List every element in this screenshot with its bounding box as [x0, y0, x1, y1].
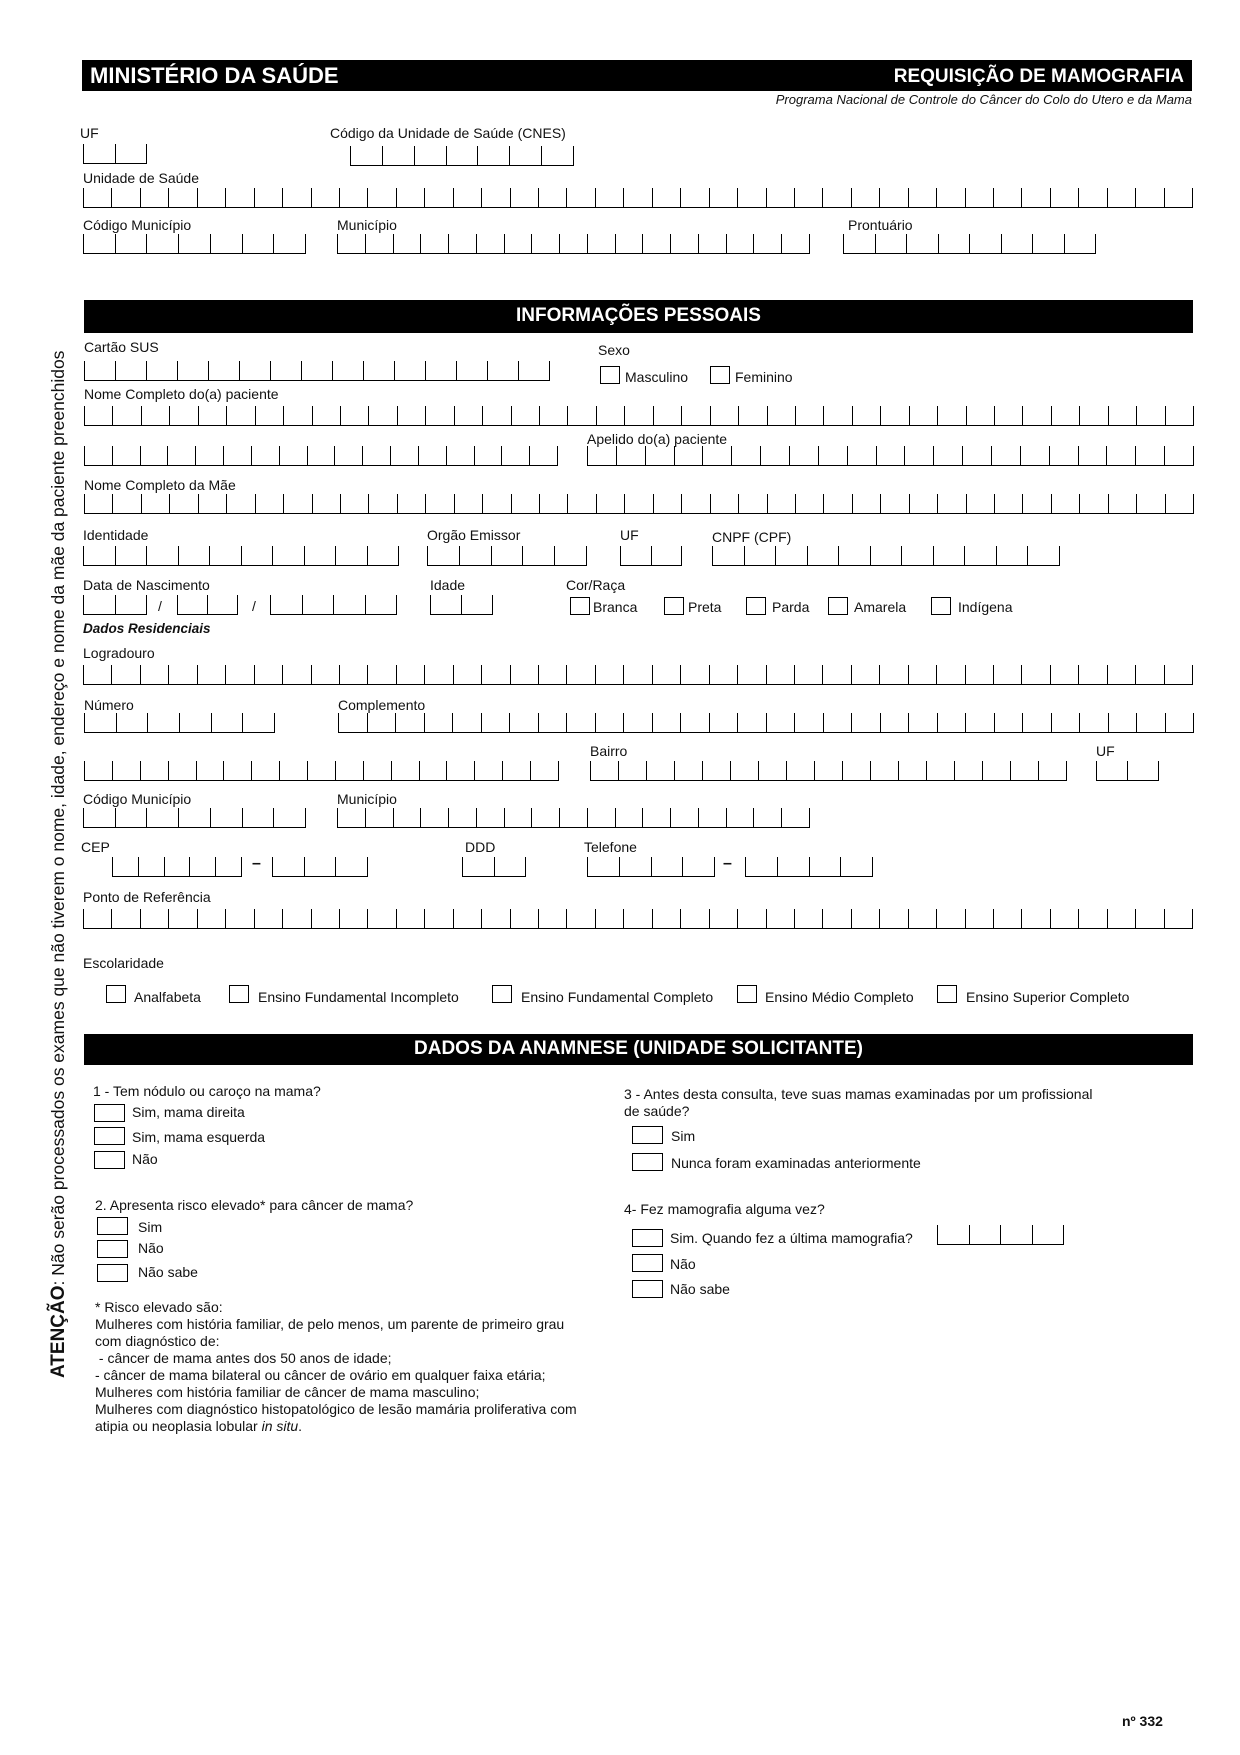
edu-superior-label: Ensino Superior Completo	[966, 989, 1130, 1005]
q1-label: 1 - Tem nódulo ou caroço na mama?	[93, 1083, 321, 1099]
cnes-label: Código da Unidade de Saúde (CNES)	[330, 125, 566, 141]
telefone-label: Telefone	[584, 839, 637, 855]
telefone-field-1[interactable]	[587, 857, 715, 877]
edu-fund-incompleto-checkbox[interactable]	[229, 985, 249, 1003]
race-amarela-label: Amarela	[854, 599, 907, 615]
sexo-label: Sexo	[598, 342, 630, 358]
uf-label: UF	[80, 125, 99, 141]
program-name: Programa Nacional de Controle do Câncer do Colo do Utero e da Mama	[775, 92, 1192, 107]
risk-note-line: com diagnóstico de:	[95, 1333, 220, 1349]
race-parda-checkbox[interactable]	[746, 597, 766, 615]
cartao-sus-label: Cartão SUS	[84, 339, 159, 355]
date-slash-2: /	[252, 598, 256, 614]
ponto-referencia-field[interactable]	[83, 909, 1193, 929]
apelido-label: Apelido do(a) paciente	[587, 431, 728, 447]
risk-note-line: Mulheres com história familiar de câncer de mama masculino;	[95, 1384, 480, 1400]
q2-nao-checkbox[interactable]	[97, 1240, 128, 1258]
cnes-field[interactable]	[350, 146, 574, 166]
race-indigena-label: Indígena	[958, 599, 1013, 615]
race-parda-label: Parda	[772, 599, 810, 615]
nome-completo-field-1[interactable]	[84, 406, 1194, 426]
personal-section-header	[84, 300, 1193, 333]
q4-nao-checkbox[interactable]	[632, 1254, 663, 1272]
q3-sim-label: Sim	[671, 1128, 696, 1144]
risk-note-line: - câncer de mama bilateral ou câncer de ovário em qualquer faixa etária;	[95, 1367, 546, 1383]
numero-label: Número	[84, 697, 134, 713]
edu-fund-completo-label: Ensino Fundamental Completo	[521, 989, 714, 1005]
ministry-title: MINISTÉRIO DA SAÚDE	[90, 63, 339, 88]
risk-note-line: - câncer de mama antes dos 50 anos de idade;	[95, 1350, 392, 1366]
residence-codigo-municipio-field[interactable]	[83, 808, 306, 828]
ddd-field[interactable]	[462, 857, 526, 877]
edu-fund-incompleto-label: Ensino Fundamental Incompleto	[258, 989, 459, 1005]
logradouro-field[interactable]	[83, 665, 1193, 685]
risk-note-in-situ: in situ	[261, 1418, 299, 1434]
q2-nao-sabe-checkbox[interactable]	[97, 1264, 128, 1282]
telefone-dash: –	[723, 855, 732, 872]
escolaridade-label: Escolaridade	[83, 955, 164, 971]
q3-nunca-label: Nunca foram examinadas anteriormente	[671, 1155, 921, 1171]
identidade-label: Identidade	[83, 527, 149, 543]
form-title: REQUISIÇÃO DE MAMOGRAFIA	[893, 66, 1184, 87]
municipio-label: Município	[337, 217, 397, 233]
q1-sim-direita-checkbox[interactable]	[94, 1104, 125, 1122]
residence-uf-field[interactable]	[1096, 761, 1159, 781]
nome-mae-field[interactable]	[84, 494, 1194, 514]
risk-note-last-prefix: atipia ou neoplasia lobular	[95, 1418, 262, 1434]
idade-label: Idade	[430, 577, 466, 593]
q1-nao-checkbox[interactable]	[94, 1151, 125, 1169]
residence-uf-label: UF	[1096, 743, 1115, 759]
edu-fund-completo-checkbox[interactable]	[492, 985, 512, 1003]
q3-label-line1: 3 - Antes desta consulta, teve suas mamas examinadas por um profissional	[624, 1086, 1093, 1102]
residence-heading: Dados Residenciais	[83, 621, 211, 636]
q3-nunca-checkbox[interactable]	[632, 1153, 663, 1171]
orgao-emissor-field[interactable]	[427, 546, 587, 566]
race-preta-checkbox[interactable]	[664, 597, 684, 615]
header-bar	[82, 60, 1192, 91]
cpf-field[interactable]	[712, 546, 1060, 566]
residence-municipio-label: Município	[337, 791, 397, 807]
orgao-emissor-label: Orgão Emissor	[427, 527, 521, 543]
edu-superior-checkbox[interactable]	[937, 985, 957, 1003]
q1-sim-esquerda-checkbox[interactable]	[94, 1127, 125, 1145]
cartao-sus-field[interactable]	[84, 361, 550, 381]
nascimento-mes-field[interactable]	[177, 595, 238, 615]
data-nascimento-label: Data de Nascimento	[83, 577, 210, 593]
risk-note-last-line	[95, 1418, 655, 1435]
cep-field-2[interactable]	[272, 857, 368, 877]
feminino-checkbox[interactable]	[710, 366, 730, 384]
edu-analfabeta-checkbox[interactable]	[106, 985, 126, 1003]
uf-field[interactable]	[83, 144, 147, 164]
attention-sidebar	[48, 351, 70, 1378]
risk-note-line: Mulheres com diagnóstico histopatológico de lesão mamária proliferativa com	[95, 1401, 577, 1417]
q4-sim-label: Sim. Quando fez a última mamografia?	[670, 1230, 913, 1246]
race-branca-checkbox[interactable]	[570, 597, 590, 615]
cor-raca-label: Cor/Raça	[566, 577, 626, 593]
risk-note-last-suffix: .	[298, 1418, 303, 1434]
complemento-label: Complemento	[338, 697, 426, 713]
prontuario-label: Prontuário	[848, 217, 913, 233]
apelido-field[interactable]	[587, 446, 1194, 466]
q2-sim-checkbox[interactable]	[97, 1217, 128, 1235]
personal-section-title: INFORMAÇÕES PESSOAIS	[516, 305, 761, 326]
q1-sim-esquerda-label: Sim, mama esquerda	[132, 1129, 266, 1145]
cep-field-1[interactable]	[112, 857, 242, 877]
attention-text: : Não serão processados os exames que não tiverem o nome, idade, endereço e nome da mãe da paciente preenchidos	[48, 350, 68, 1286]
anamnese-section-header	[84, 1034, 1193, 1065]
cep-dash: –	[252, 855, 261, 872]
feminino-label: Feminino	[735, 369, 793, 385]
rg-uf-field[interactable]	[620, 546, 682, 566]
bairro-field[interactable]	[590, 761, 1067, 781]
race-indigena-checkbox[interactable]	[931, 597, 951, 615]
logradouro-label: Logradouro	[83, 645, 155, 661]
endereco-extra-field[interactable]	[84, 761, 559, 781]
ddd-label: DDD	[465, 839, 496, 855]
codigo-municipio-label: Código Município	[83, 217, 192, 233]
numero-field[interactable]	[84, 713, 275, 733]
q4-nao-label: Não	[670, 1256, 696, 1272]
race-branca-label: Branca	[593, 599, 638, 615]
ponto-referencia-label: Ponto de Referência	[83, 889, 211, 905]
q2-label: 2. Apresenta risco elevado* para câncer de mama?	[95, 1197, 414, 1213]
q1-nao-label: Não	[132, 1151, 158, 1167]
q3-label-line2: de saúde?	[624, 1103, 690, 1119]
risk-note-line: Mulheres com história familiar, de pelo menos, um parente de primeiro grau	[95, 1316, 565, 1332]
q2-nao-sabe-label: Não sabe	[138, 1264, 198, 1280]
attention-bold: ATENÇÃO	[48, 1285, 69, 1378]
codigo-municipio-field[interactable]	[83, 234, 306, 254]
nome-completo-field-2[interactable]	[84, 446, 558, 466]
residence-codigo-municipio-label: Código Município	[83, 791, 192, 807]
prontuario-field[interactable]	[843, 234, 1096, 254]
nascimento-dia-field[interactable]	[83, 595, 147, 615]
identidade-field[interactable]	[83, 546, 399, 566]
race-preta-label: Preta	[688, 599, 722, 615]
municipio-field[interactable]	[337, 234, 810, 254]
q4-sim-checkbox[interactable]	[632, 1229, 663, 1247]
edu-medio-checkbox[interactable]	[737, 985, 757, 1003]
edu-analfabeta-label: Analfabeta	[134, 989, 201, 1005]
unidade-label: Unidade de Saúde	[83, 170, 199, 186]
idade-field[interactable]	[430, 595, 493, 615]
edu-medio-label: Ensino Médio Completo	[765, 989, 914, 1005]
unidade-field[interactable]	[83, 188, 1193, 208]
masculino-label: Masculino	[625, 369, 689, 385]
anamnese-section-title: DADOS DA ANAMNESE (UNIDADE SOLICITANTE)	[414, 1038, 863, 1059]
masculino-checkbox[interactable]	[600, 366, 620, 384]
form-number: nº 332	[1122, 1713, 1163, 1729]
q2-nao-label: Não	[138, 1240, 164, 1256]
residence-municipio-field[interactable]	[337, 808, 810, 828]
q1-sim-direita-label: Sim, mama direita	[132, 1104, 245, 1120]
nome-mae-label: Nome Completo da Mãe	[84, 477, 236, 493]
q4-ultima-mamografia-field[interactable]	[937, 1225, 1064, 1245]
date-slash-1: /	[158, 598, 162, 614]
telefone-field-2[interactable]	[745, 857, 873, 877]
q2-sim-label: Sim	[138, 1219, 163, 1235]
rg-uf-label: UF	[620, 527, 639, 543]
race-amarela-checkbox[interactable]	[828, 597, 848, 615]
complemento-field[interactable]	[338, 713, 1194, 733]
q3-sim-checkbox[interactable]	[632, 1126, 663, 1144]
nascimento-ano-field[interactable]	[270, 595, 397, 615]
nome-completo-label: Nome Completo do(a) paciente	[84, 386, 279, 402]
q4-label: 4- Fez mamografia alguma vez?	[624, 1201, 825, 1217]
q4-nao-sabe-checkbox[interactable]	[632, 1280, 663, 1298]
cpf-label: CNPF (CPF)	[712, 529, 792, 545]
cep-label: CEP	[81, 839, 110, 855]
bairro-label: Bairro	[590, 743, 628, 759]
risk-note	[95, 1299, 655, 1435]
risk-note-line: * Risco elevado são:	[95, 1299, 223, 1315]
q4-nao-sabe-label: Não sabe	[670, 1281, 730, 1297]
